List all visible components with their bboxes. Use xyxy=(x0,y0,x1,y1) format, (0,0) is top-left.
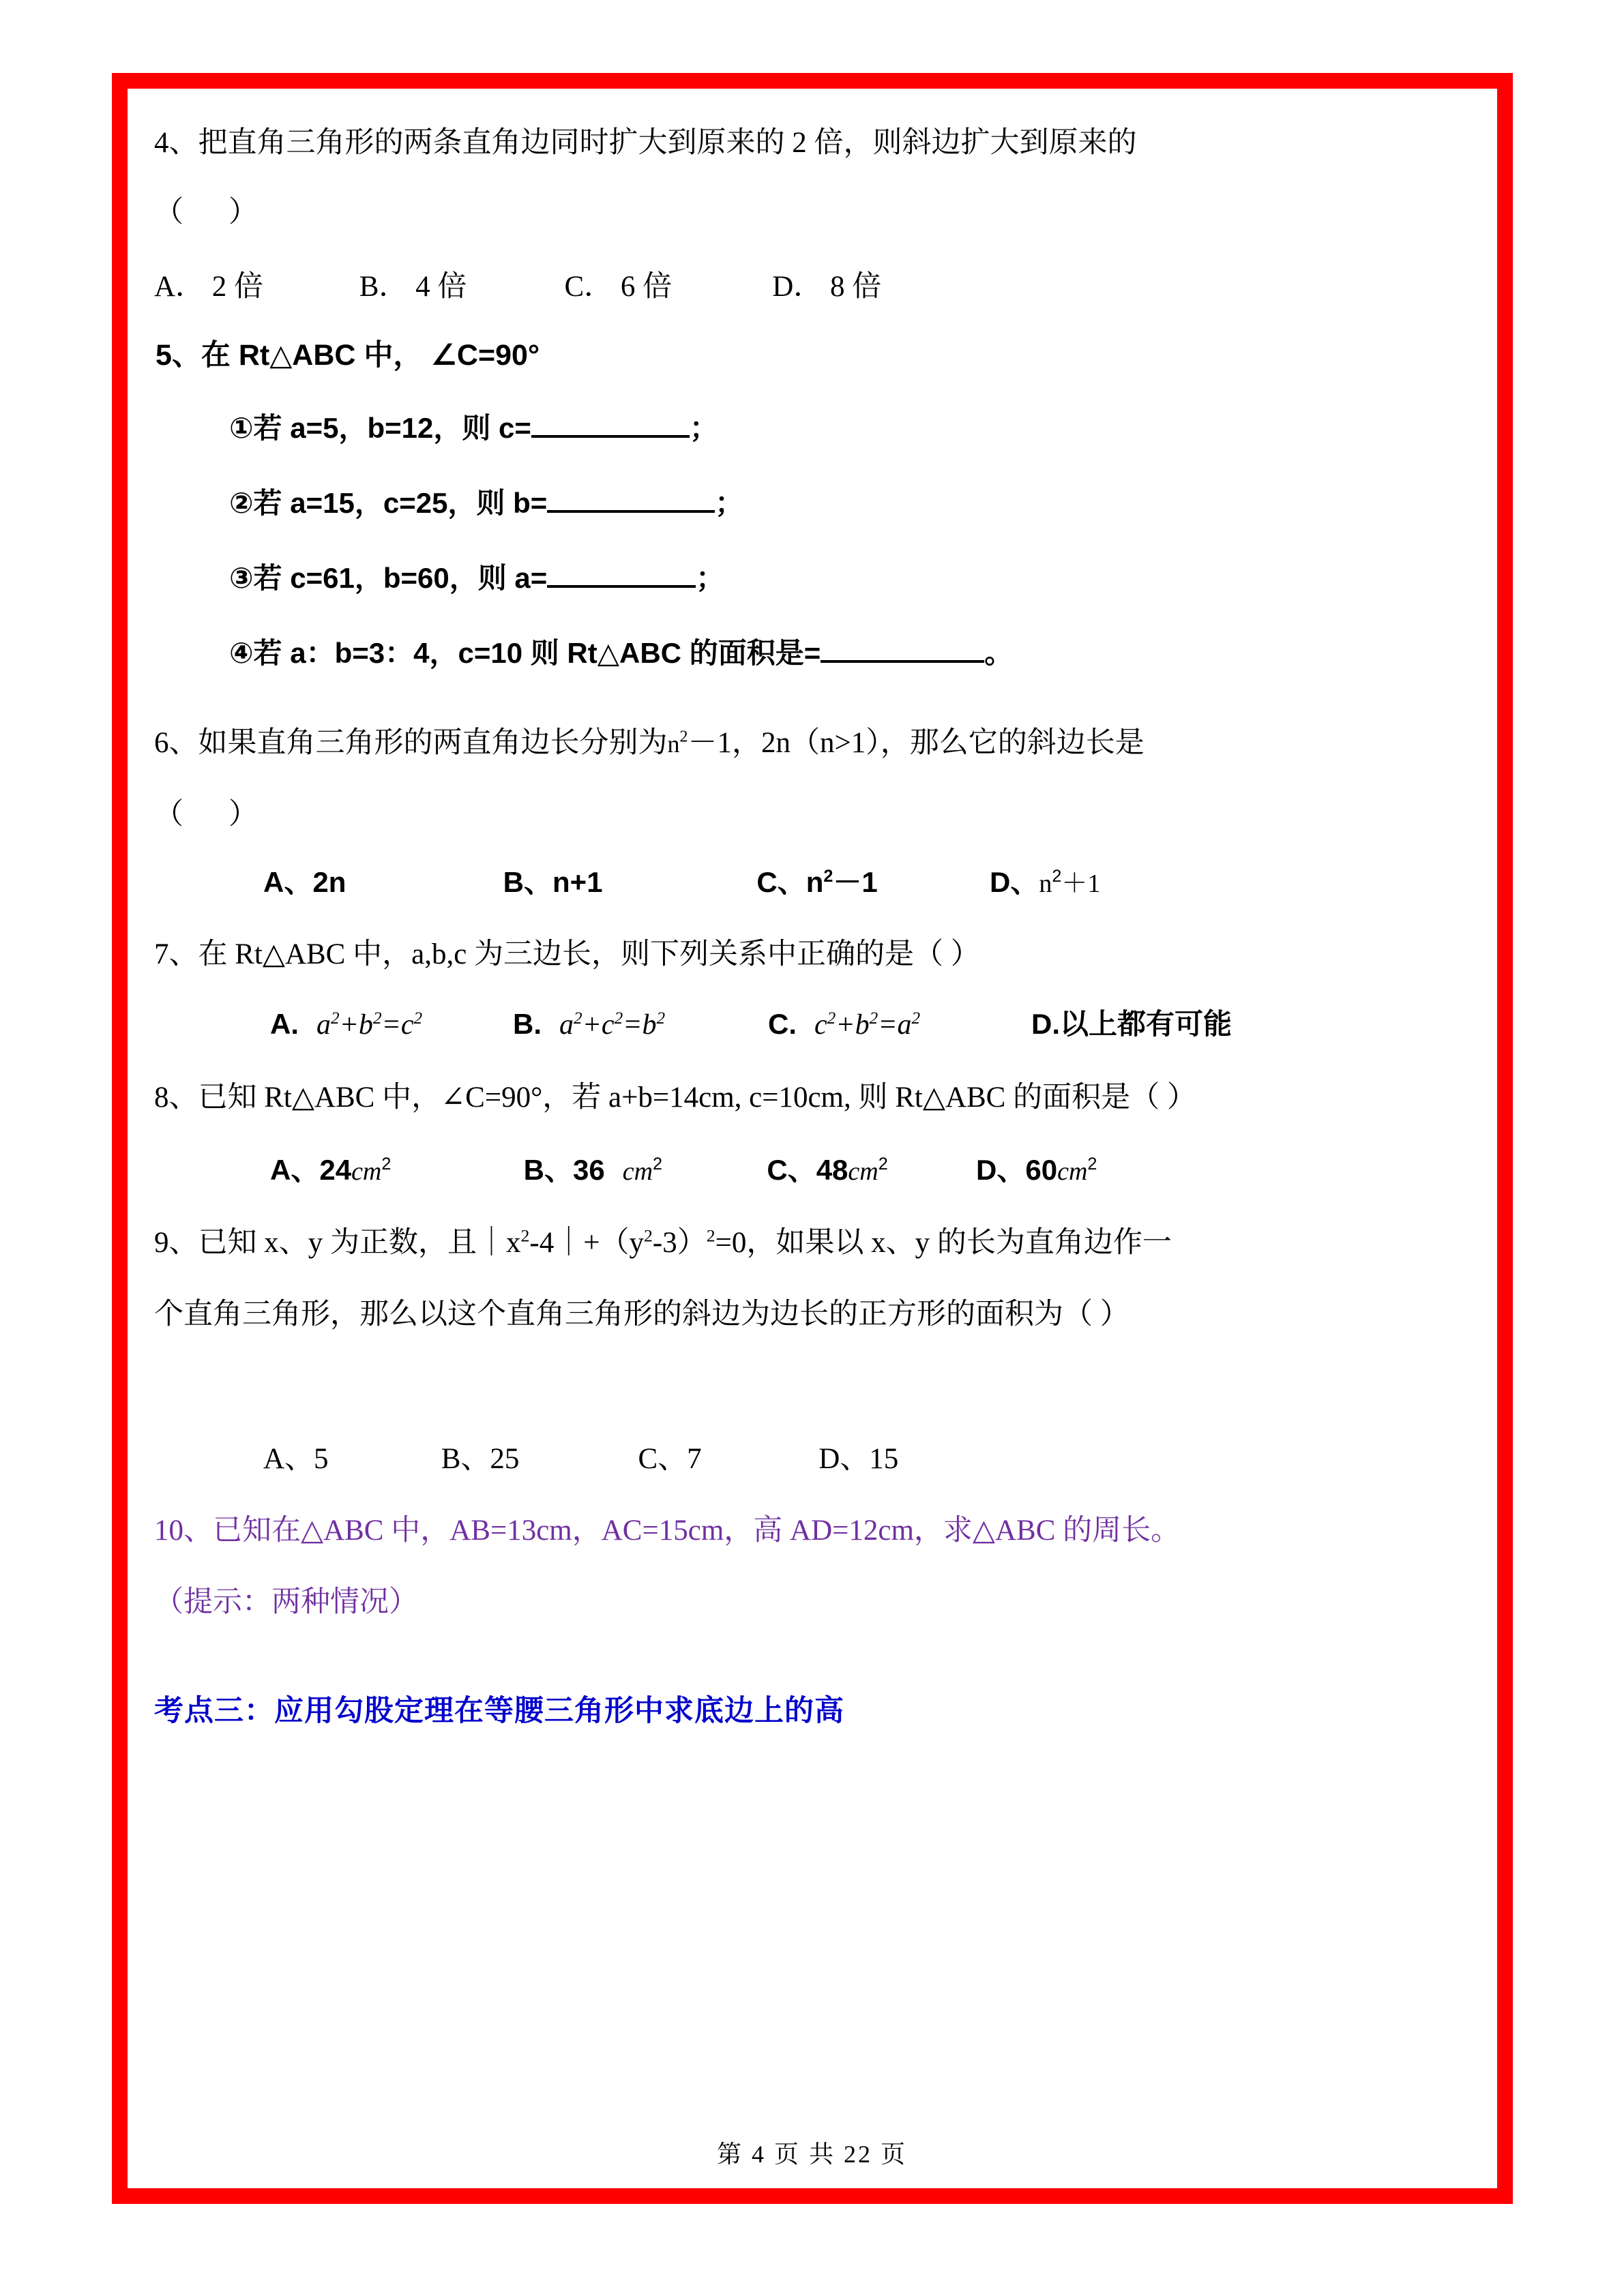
question-6-options xyxy=(263,860,1100,901)
q9-exp-3: 2 xyxy=(706,1225,715,1246)
question-10-line-2: （提示：两种情况） xyxy=(154,1586,418,1618)
q6-option-d-base: n xyxy=(1039,869,1052,898)
q8-option-a-exponent: 2 xyxy=(381,1154,392,1174)
q7-option-c-expr: $c^2+b^2=a^2$ xyxy=(814,1009,921,1041)
question-4-line-2 xyxy=(154,189,258,230)
q5-item-3-blank[interactable] xyxy=(547,585,696,588)
q8-option-d[interactable] xyxy=(976,1148,1097,1189)
q4-paren-open: （ xyxy=(154,196,183,228)
q8-option-c-unit: cm xyxy=(848,1157,879,1186)
q9-line1-b: -4｜+（y xyxy=(529,1227,644,1259)
question-5-item-3 xyxy=(229,556,724,597)
q5-item-2-suffix: ； xyxy=(715,487,744,519)
q8-option-d-num: 60 xyxy=(1025,1154,1058,1186)
question-5-item-2 xyxy=(229,481,743,522)
question-9-options xyxy=(263,1435,898,1477)
q7-option-a[interactable] xyxy=(270,1008,510,1041)
q8-option-a[interactable] xyxy=(270,1148,516,1189)
q4-paren-close: ） xyxy=(228,196,258,228)
question-6-line-2 xyxy=(154,791,258,833)
q6-option-c[interactable] xyxy=(756,860,981,901)
q9-line1-c: -3） xyxy=(652,1227,707,1259)
q6-paren-close: ） xyxy=(228,799,258,831)
q7-option-d[interactable] xyxy=(1031,1002,1232,1043)
q5-item-4-suffix: 。 xyxy=(984,637,1014,669)
q8-option-d-unit: cm xyxy=(1057,1157,1088,1186)
q6-line1-part-b: －1，2n（n>1），那么它的斜边长是 xyxy=(688,727,1145,759)
q6-option-c-tail: －1 xyxy=(833,866,878,898)
q5-item-4-blank[interactable] xyxy=(821,660,984,663)
q6-n-exponent: 2 xyxy=(679,728,688,746)
question-5-stem: 5、在 Rt△ABC 中， ∠C=90° xyxy=(156,339,540,372)
question-8-stem: 8、已知 Rt△ABC 中，∠C=90°，若 a+b=14cm, c=10cm, 则 Rt△ABC 的面积是（ ） xyxy=(154,1082,1196,1114)
question-4-line-1: 4、把直角三角形的两条直角边同时扩大到原来的 2 倍，则斜边扩大到原来的 xyxy=(154,127,1137,159)
q9-exp-2: 2 xyxy=(643,1225,653,1246)
q8-option-a-label: A、 xyxy=(270,1154,320,1186)
q7-option-c-label: C. xyxy=(768,1008,797,1040)
q6-option-c-base: n xyxy=(806,866,824,898)
q9-exp-1: 2 xyxy=(520,1225,530,1246)
q9-line1-a: 9、已知 x、y 为正数，且｜x xyxy=(154,1227,521,1259)
q7-option-a-expr: $a^2+b^2=c^2$ xyxy=(316,1009,423,1041)
q6-option-c-label: C、 xyxy=(756,866,806,898)
question-9-line-2: 个直角三角形，那么以这个直角三角形的斜边为边长的正方形的面积为（ ） xyxy=(154,1298,1130,1330)
q4-option-a[interactable]: A． 2 倍 xyxy=(154,271,264,303)
q7-option-c[interactable] xyxy=(768,1008,1029,1041)
question-9-line-1 xyxy=(154,1219,1172,1261)
q5-item-3-prefix: ③若 c=61，b=60，则 a= xyxy=(229,562,548,594)
question-10-line-1: 10、已知在△ABC 中，AB=13cm，AC=15cm，高 AD=12cm，求△ABC 的周长。 xyxy=(154,1515,1181,1547)
q6-paren-open: （ xyxy=(154,799,183,831)
q5-item-2-prefix: ②若 a=15，c=25，则 b= xyxy=(229,487,548,519)
q6-line1-part-a: 6、如果直角三角形的两直角边长分别为 xyxy=(154,727,668,759)
q8-option-a-unit: cm xyxy=(351,1157,382,1186)
q8-option-c-num: 48 xyxy=(816,1154,848,1186)
q4-option-d[interactable]: D． 8 倍 xyxy=(772,271,882,303)
q9-option-c[interactable]: C、7 xyxy=(638,1443,702,1475)
q6-option-d-tail: ＋1 xyxy=(1061,869,1101,898)
q5-item-4-prefix: ④若 a：b=3：4，c=10 则 Rt△ABC 的面积是= xyxy=(229,637,821,669)
q6-option-b-label: B、 xyxy=(503,866,553,898)
page-content xyxy=(154,119,1471,2117)
q8-option-b-label: B、 xyxy=(523,1154,574,1186)
question-5-item-1 xyxy=(229,406,718,447)
question-6-line-1 xyxy=(154,719,1145,761)
q8-option-a-num: 24 xyxy=(319,1154,352,1186)
question-5-item-4 xyxy=(229,631,1013,672)
section-heading-kaodian-3: 考点三：应用勾股定理在等腰三角形中求底边上的高 xyxy=(154,1695,844,1727)
q9-option-a[interactable]: A、5 xyxy=(263,1443,329,1475)
q8-option-b-num: 36 xyxy=(573,1154,605,1186)
q5-item-1-suffix: ； xyxy=(689,412,718,444)
q9-line1-d: =0，如果以 x、y 的长为直角边作一 xyxy=(715,1227,1172,1259)
q8-option-c-exponent: 2 xyxy=(878,1154,888,1174)
q8-option-c-label: C、 xyxy=(767,1154,816,1186)
page-footer: 第 4 页 共 22 页 xyxy=(716,2141,907,2168)
q8-option-b-unit: cm xyxy=(622,1157,653,1186)
q5-item-1-prefix: ①若 a=5，b=12，则 c= xyxy=(229,412,531,444)
q9-option-d[interactable]: D、15 xyxy=(818,1443,899,1475)
question-7-stem: 7、在 Rt△ABC 中，a,b,c 为三边长，则下列关系中正确的是（ ） xyxy=(154,938,980,970)
question-8-options xyxy=(270,1148,1097,1189)
q5-item-3-suffix: ； xyxy=(696,562,725,594)
q5-item-2-blank[interactable] xyxy=(547,510,715,513)
question-7-options xyxy=(270,1002,1232,1043)
q6-option-a[interactable] xyxy=(263,860,495,901)
q8-option-b-exponent: 2 xyxy=(653,1154,663,1174)
q7-option-b[interactable] xyxy=(513,1008,765,1041)
q7-option-a-label: A. xyxy=(270,1008,299,1040)
q6-option-d[interactable] xyxy=(990,860,1100,901)
q8-option-d-exponent: 2 xyxy=(1087,1154,1097,1174)
q5-item-1-blank[interactable] xyxy=(531,435,690,438)
q6-option-b[interactable] xyxy=(503,860,749,901)
q9-option-b[interactable]: B、25 xyxy=(441,1443,520,1475)
question-4-options xyxy=(154,263,881,305)
q6-option-b-value: n+1 xyxy=(552,866,603,898)
q6-n-symbol: n xyxy=(667,730,680,758)
q7-option-b-label: B. xyxy=(513,1008,542,1040)
q4-option-b[interactable]: B． 4 倍 xyxy=(359,271,467,303)
q7-option-d-text: 以上都有可能 xyxy=(1060,1008,1232,1040)
q4-option-c[interactable]: C． 6 倍 xyxy=(564,271,673,303)
q6-option-a-label: A、 xyxy=(263,866,313,898)
q7-option-b-expr: $a^2+c^2=b^2$ xyxy=(559,1009,666,1041)
q6-option-d-label: D、 xyxy=(990,866,1039,898)
q6-option-d-exponent: 2 xyxy=(1052,867,1062,886)
q6-option-c-exponent: 2 xyxy=(823,867,833,886)
q8-option-b[interactable] xyxy=(524,1148,759,1189)
q8-option-c[interactable] xyxy=(767,1148,968,1189)
q7-option-d-label: D. xyxy=(1031,1008,1060,1040)
q6-option-a-value: 2n xyxy=(312,866,346,898)
q8-option-d-label: D、 xyxy=(976,1154,1026,1186)
